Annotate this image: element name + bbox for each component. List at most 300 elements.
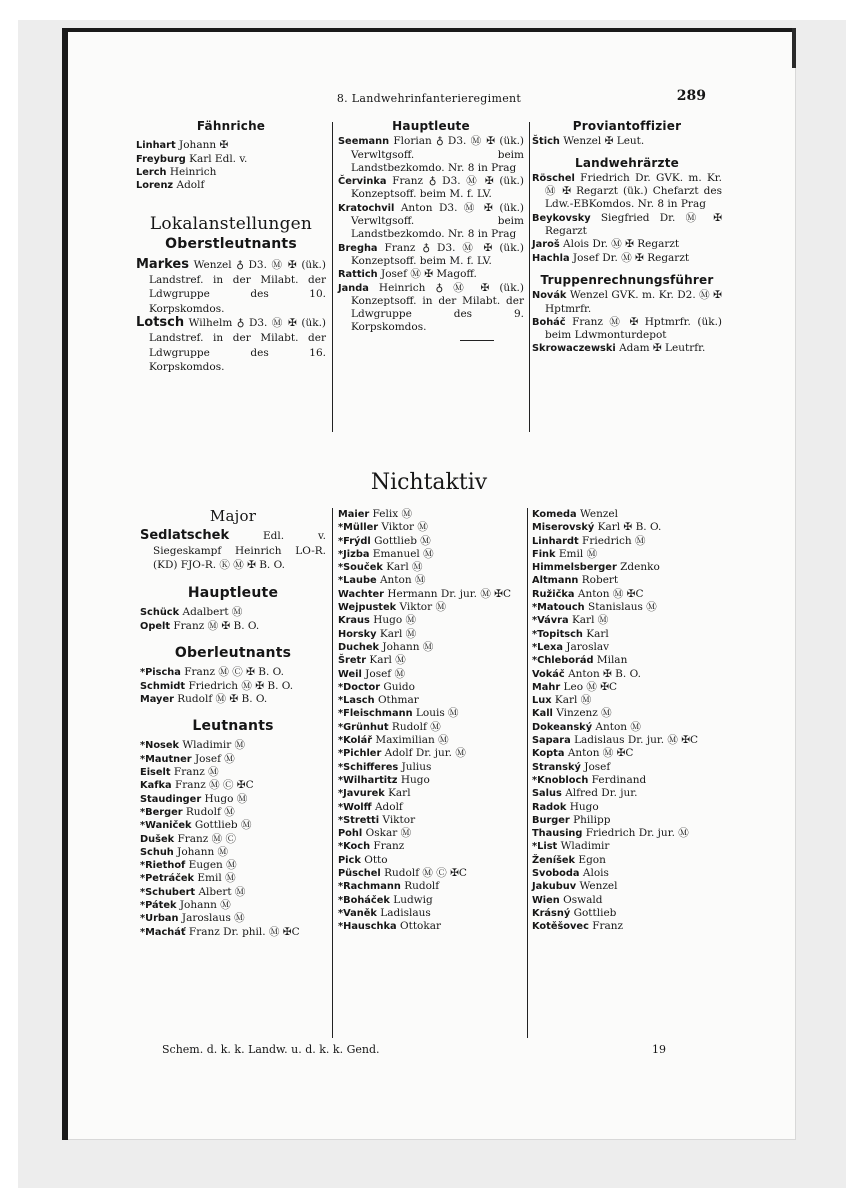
entry-details: Ottokar — [400, 920, 442, 933]
entry-surname: *Lexa — [532, 641, 563, 653]
list-entry — [140, 926, 326, 939]
hauptleute-heading: Hauptleute — [392, 119, 470, 133]
list-entry — [532, 774, 722, 787]
list-entry — [532, 342, 722, 355]
list-entry — [338, 894, 524, 907]
entry-surname: Beykovsky — [532, 212, 591, 224]
entry-details: Zdenko — [620, 561, 660, 574]
hauptleute-list — [338, 135, 524, 334]
entry-surname: Röschel — [532, 172, 575, 184]
list-entry — [338, 707, 524, 720]
list-entry — [140, 872, 326, 885]
entry-details: Anton D3. Ⓜ ✠ (ük.) Verwltgsoff. beim Landstbezkomdo. Nr. 8 in Prag — [351, 201, 525, 241]
scan-edge — [62, 28, 796, 32]
entry-details: Anton Ⓜ — [595, 720, 641, 733]
list-entry — [532, 668, 722, 681]
entry-details: Eugen Ⓜ — [188, 859, 237, 872]
list-entry — [532, 840, 722, 853]
list-entry — [338, 641, 524, 654]
entry-details: Wilhelm ♁ D3. Ⓜ ✠ (ük.) Landstref. in der Milabt. der Ldwgruppe des 16. Korpskomdos. — [149, 317, 327, 374]
scan-edge — [792, 28, 796, 68]
list-entry — [140, 912, 326, 925]
entry-details: Ladislaus — [380, 906, 431, 919]
entry-details: Vinzenz Ⓜ — [556, 707, 612, 720]
entry-details: Friedrich Ⓜ ✠ B. O. — [188, 679, 294, 692]
lokalanstellungen-heading: Lokalanstellungen — [149, 214, 313, 235]
entry-surname: Červinka — [338, 176, 387, 188]
entry-surname: Vokáč — [532, 668, 565, 680]
list-entry — [532, 787, 722, 800]
entry-details: Ferdinand — [591, 773, 647, 786]
signature-mark: 19 — [652, 1043, 666, 1056]
list-entry — [338, 907, 524, 920]
entry-surname: Dušek — [140, 833, 175, 845]
entry-details: Felix Ⓜ — [372, 508, 412, 520]
entry-details: Alois Dr. Ⓜ ✠ Regarzt — [563, 238, 680, 251]
list-entry — [532, 734, 722, 747]
entry-details: Karl Ⓜ — [369, 654, 406, 667]
entry-surname: *Nosek — [140, 740, 180, 752]
entry-surname: Lerch — [136, 166, 167, 178]
section-title: Nichtaktiv — [370, 470, 488, 495]
entry-surname: Pick — [338, 854, 361, 866]
list-entry — [532, 907, 722, 920]
entry-surname: Ženíšek — [532, 854, 576, 866]
entry-details: Philipp — [573, 813, 611, 826]
column-divider — [529, 122, 530, 432]
entry-details: Josef Ⓜ — [365, 667, 406, 680]
entry-surname: Rattich — [338, 269, 378, 281]
entry-surname: Markes — [136, 257, 189, 273]
entry-details: Gottlieb Ⓜ — [194, 819, 252, 832]
entry-surname: *Grünhut — [338, 721, 389, 733]
entry-surname: Novák — [532, 290, 567, 302]
scan-edge — [62, 28, 68, 1140]
entry-surname: Radok — [532, 801, 567, 813]
entry-surname: *Müller — [338, 522, 379, 534]
entry-surname: Krásný — [532, 907, 571, 919]
middle-names-list — [338, 508, 524, 934]
entry-surname: Schuh — [140, 846, 174, 858]
entry-details: Adolf — [176, 179, 205, 192]
list-entry — [532, 920, 722, 933]
entry-surname: Maier — [338, 509, 370, 520]
entry-surname: Freyburg — [136, 153, 186, 165]
entry-details: Johann Ⓜ — [382, 640, 434, 653]
list-entry — [338, 282, 524, 335]
entry-surname: *Stretti — [338, 814, 380, 826]
entry-details: Adalbert Ⓜ — [182, 606, 243, 619]
list-entry — [136, 153, 326, 166]
list-entry — [338, 588, 524, 601]
entry-details: Franz ♁ D3. Ⓜ ✠ (ük.) Konzeptsoff. beim M. f. LV. — [351, 175, 524, 201]
entry-details: Alfred Dr. jur. — [565, 787, 638, 800]
entry-surname: *Schifferes — [338, 761, 399, 773]
list-entry — [338, 814, 524, 827]
entry-surname: Linhardt — [532, 535, 579, 547]
entry-details: Oswald — [563, 893, 603, 906]
entry-details: Friedrich Dr. jur. Ⓜ — [585, 827, 689, 840]
entry-surname: Bregha — [338, 242, 378, 254]
list-entry — [140, 693, 326, 706]
entry-surname: Seemann — [338, 136, 390, 148]
entry-surname: Thausing — [532, 828, 583, 840]
column-divider — [332, 122, 333, 432]
list-entry — [338, 614, 524, 627]
entry-details: Stanislaus Ⓜ — [588, 601, 657, 614]
entry-surname: *Pischa — [140, 667, 181, 679]
entry-surname: Fink — [532, 548, 556, 560]
oberleutnants-list — [140, 666, 326, 706]
entry-surname: *Schubert — [140, 886, 196, 898]
entry-details: Viktor Ⓜ — [381, 521, 428, 534]
page-number: 289 — [676, 88, 706, 104]
entry-details: Anton Ⓜ — [379, 574, 426, 587]
right-names-list — [532, 508, 722, 934]
entry-details: Otto — [364, 853, 388, 866]
entry-surname: *Topitsch — [532, 628, 583, 640]
entry-details: Rudolf Ⓜ — [391, 720, 441, 733]
entry-details: Othmar — [377, 694, 419, 707]
entry-details: Rudolf Ⓜ ✠ B. O. — [177, 692, 268, 705]
entry-details: Gottlieb Ⓜ — [374, 534, 431, 547]
list-entry — [532, 681, 722, 694]
entry-surname: Stranský — [532, 761, 581, 773]
entry-details: Karl — [586, 627, 609, 640]
entry-surname: Mayer — [140, 693, 174, 705]
entry-details: Emil Ⓜ — [558, 547, 598, 560]
entry-surname: *Matouch — [532, 602, 585, 614]
list-entry — [136, 258, 326, 316]
entry-surname: *Fleischmann — [338, 708, 413, 720]
list-entry — [532, 880, 722, 893]
list-entry — [338, 242, 524, 269]
entry-details: Karl Ⓜ — [554, 694, 592, 707]
list-entry — [532, 238, 722, 251]
entry-details: Alois — [582, 867, 609, 880]
entry-surname: Hachla — [532, 252, 570, 264]
entry-details: Franz Ⓜ ✠ Hptmrfr. (ük.) beim Ldwmonturdepot — [545, 315, 723, 342]
entry-details: Rudolf Ⓜ — [185, 805, 235, 818]
entry-surname: Kafka — [140, 780, 172, 792]
list-entry — [338, 761, 524, 774]
entry-details: Anton Ⓜ ✠C — [567, 747, 634, 760]
entry-surname: Kotěšovec — [532, 921, 589, 933]
entry-surname: Sapara — [532, 735, 571, 747]
entry-surname: *Souček — [338, 562, 383, 574]
entry-details: Louis Ⓜ — [415, 707, 459, 720]
proviantoffizier-list — [532, 135, 722, 148]
entry-surname: Lotsch — [136, 315, 185, 331]
entry-surname: Wejpustek — [338, 602, 397, 614]
list-entry — [338, 574, 524, 587]
list-entry — [338, 654, 524, 667]
entry-surname: Wachter — [338, 588, 385, 600]
entry-details: Johann ✠ — [179, 139, 229, 152]
entry-surname: Staudinger — [140, 793, 202, 805]
list-entry — [338, 601, 524, 614]
entry-details: Johann Ⓜ — [179, 899, 231, 912]
list-entry — [140, 833, 326, 846]
list-entry — [338, 801, 524, 814]
oberleutnants-heading: Oberleutnants — [174, 644, 292, 661]
entry-surname: *Boháček — [338, 894, 390, 906]
entry-details: Franz Ⓜ Ⓒ ✠ B. O. — [184, 666, 284, 679]
document-page — [62, 30, 796, 1140]
faehnriche-heading: Fähnriche — [196, 119, 266, 133]
entry-details: Emil Ⓜ — [197, 872, 236, 885]
entry-details: Edl. v. Siegeskampf Heinrich LO-R. (KD) FJO-R. Ⓚ Ⓜ ✠ B. O. — [153, 530, 326, 572]
entry-surname: Boháč — [532, 316, 566, 328]
entry-details: Gottlieb — [573, 906, 617, 919]
entry-details: Karl ✠ B. O. — [597, 521, 662, 534]
list-entry — [140, 899, 326, 912]
list-entry — [338, 721, 524, 734]
list-entry — [338, 827, 524, 840]
entry-details: Adolf — [374, 800, 403, 813]
entry-surname: *Riethof — [140, 860, 186, 872]
list-entry — [140, 846, 326, 859]
list-entry — [140, 806, 326, 819]
entry-surname: *Berger — [140, 806, 183, 818]
list-entry — [338, 867, 524, 880]
bottom-left-column — [140, 507, 326, 939]
entry-details: Anton ✠ B. O. — [568, 667, 641, 680]
entry-surname: Kratochvil — [338, 202, 395, 214]
entry-surname: Mahr — [532, 681, 561, 693]
entry-surname: Lorenz — [136, 180, 174, 192]
entry-surname: Štich — [532, 136, 560, 148]
entry-surname: Šretr — [338, 655, 367, 667]
hauptleute-nichtaktiv-heading: Hauptleute — [187, 585, 279, 602]
list-entry — [140, 666, 326, 679]
list-entry — [338, 880, 524, 893]
list-entry — [532, 548, 722, 561]
entry-surname: Weil — [338, 668, 362, 680]
entry-details: Anton Ⓜ ✠C — [577, 587, 644, 600]
entry-details: Florian ♁ D3. Ⓜ ✠ (ük.) Verwltgsoff. beim Landstbezkomdo. Nr. 8 in Prag — [351, 135, 524, 174]
entry-surname: Svoboda — [532, 868, 580, 880]
major-list — [140, 529, 326, 573]
list-entry — [532, 252, 722, 265]
entry-surname: *Rachmann — [338, 881, 401, 893]
entry-surname: Janda — [338, 282, 369, 294]
bottom-middle-column — [338, 508, 524, 934]
entry-surname: *Lasch — [338, 695, 375, 707]
entry-details: Franz ♁ D3. Ⓜ ✠ (ük.) Konzeptsoff. beim M. f. LV. — [351, 241, 524, 267]
entry-details: Viktor — [382, 813, 416, 826]
hauptleute-nichtaktiv-list — [140, 606, 326, 633]
list-entry — [532, 814, 722, 827]
entry-surname: *Koch — [338, 841, 371, 853]
entry-details: Friedrich Ⓜ — [582, 534, 646, 547]
entry-details: Leo Ⓜ ✠C — [563, 680, 618, 693]
top-left-column — [136, 120, 326, 375]
entry-surname: Linhart — [136, 140, 176, 152]
list-entry — [338, 854, 524, 867]
list-entry — [338, 747, 524, 760]
list-entry — [136, 179, 326, 192]
entry-details: Franz Ⓜ Ⓒ — [177, 832, 236, 845]
entry-surname: *Javurek — [338, 788, 385, 800]
list-entry — [532, 135, 722, 148]
list-entry — [532, 801, 722, 814]
list-entry — [532, 867, 722, 880]
entry-details: Egon — [578, 853, 606, 866]
list-entry — [532, 894, 722, 907]
entry-surname: *Vaněk — [338, 907, 377, 919]
list-entry — [338, 508, 524, 521]
list-entry — [532, 508, 722, 521]
entry-details: Oskar Ⓜ — [365, 827, 412, 840]
entry-details: Josef Ⓜ ✠ Magoff. — [381, 268, 477, 281]
entry-details: Adam ✠ Leutrfr. — [619, 342, 706, 355]
entry-details: Franz Ⓜ — [173, 766, 219, 779]
entry-surname: *Pátek — [140, 900, 177, 912]
entry-surname: Skrowaczewski — [532, 343, 616, 355]
entry-details: Heinrich ♁ Ⓜ ✠ (ük.) Konzeptsoff. in der Milabt. der Ldwgruppe des 9. Korpskomdos. — [351, 281, 524, 334]
list-entry — [532, 721, 722, 734]
entry-surname: *Chleborád — [532, 655, 594, 667]
truppenrechnungsfuehrer-list — [532, 289, 722, 355]
entry-surname: *Frýdl — [338, 535, 371, 547]
entry-details: Josef Ⓜ — [194, 752, 235, 765]
entry-surname: *List — [532, 841, 558, 853]
list-entry — [532, 601, 722, 614]
entry-details: Emanuel Ⓜ — [372, 547, 434, 560]
list-entry — [532, 172, 722, 212]
list-entry — [140, 680, 326, 693]
entry-surname: *Knobloch — [532, 774, 589, 786]
column-divider — [527, 508, 528, 1038]
entry-details: Franz — [373, 840, 405, 853]
entry-details: Jaroslaus Ⓜ — [181, 912, 245, 925]
major-heading: Major — [209, 507, 257, 525]
list-entry — [532, 747, 722, 760]
entry-surname: *Macháť — [140, 926, 186, 938]
top-right-column — [532, 120, 722, 356]
entry-details: Franz Ⓜ ✠ B. O. — [173, 619, 260, 632]
list-entry — [338, 175, 524, 202]
list-entry — [532, 521, 722, 534]
entry-surname: Wien — [532, 894, 560, 906]
landwehraerzte-list — [532, 172, 722, 265]
entry-surname: Püschel — [338, 868, 381, 880]
entry-details: Ludwig — [393, 893, 433, 906]
entry-details: Josef Dr. Ⓜ ✠ Regarzt — [572, 251, 690, 264]
entry-surname: Sedlatschek — [140, 528, 230, 544]
list-entry — [140, 606, 326, 619]
list-entry — [532, 614, 722, 627]
entry-surname: Salus — [532, 788, 562, 800]
entry-details: Josef — [584, 760, 611, 773]
entry-details: Hermann Dr. jur. Ⓜ ✠C — [387, 587, 512, 600]
entry-details: Adolf Dr. jur. Ⓜ — [384, 747, 466, 760]
entry-surname: *Mautner — [140, 753, 192, 765]
list-entry — [532, 316, 722, 343]
list-entry — [338, 535, 524, 548]
proviantoffizier-heading: Proviantoffizier — [572, 119, 682, 133]
entry-surname: Himmelsberger — [532, 562, 617, 574]
entry-details: Siegfried Dr. Ⓜ ✠ Regarzt — [545, 211, 722, 238]
list-entry — [532, 289, 722, 316]
entry-details: Heinrich — [169, 165, 217, 178]
entry-surname: Schmidt — [140, 680, 186, 692]
entry-surname: *Jizba — [338, 548, 370, 560]
list-entry — [136, 316, 326, 374]
entry-surname: *Pichler — [338, 748, 382, 760]
entry-surname: *Hauschka — [338, 921, 397, 933]
list-entry — [532, 588, 722, 601]
entry-details: Franz — [592, 920, 624, 933]
entry-details: Karl Ⓜ — [386, 561, 423, 574]
list-entry — [532, 654, 722, 667]
entry-surname: Jakubuv — [532, 881, 577, 893]
list-entry — [140, 819, 326, 832]
oberstleutnants-heading: Oberstleutnants — [165, 235, 297, 252]
entry-surname: *Urban — [140, 913, 179, 925]
list-entry — [532, 854, 722, 867]
entry-details: Viktor Ⓜ — [399, 601, 446, 614]
entry-details: Wenzel ♁ D3. Ⓜ ✠ (ük.) Landstref. in der Milabt. der Ldwgruppe des 10. Korpskomdos. — [149, 259, 326, 315]
entry-details: Wenzel ✠ Leut. — [563, 135, 645, 148]
list-entry — [338, 202, 524, 242]
entry-surname: Burger — [532, 814, 570, 826]
list-entry — [140, 779, 326, 792]
list-entry — [140, 529, 326, 573]
list-entry — [136, 139, 326, 152]
list-entry — [532, 641, 722, 654]
entry-surname: *Waniček — [140, 820, 192, 832]
entry-details: Julius — [401, 760, 432, 773]
entry-surname: Kraus — [338, 615, 370, 627]
entry-details: Albert Ⓜ — [198, 885, 246, 898]
list-entry — [136, 166, 326, 179]
entry-details: Karl Edl. v. — [189, 152, 248, 165]
running-header: 8. Landwehrinfanterieregiment — [336, 92, 522, 105]
entry-details: Hugo — [569, 800, 599, 813]
list-entry — [338, 787, 524, 800]
list-entry — [532, 628, 722, 641]
entry-surname: Kopta — [532, 748, 565, 760]
entry-surname: Eiselt — [140, 767, 171, 779]
list-entry — [140, 753, 326, 766]
entry-surname: Horsky — [338, 628, 377, 640]
list-entry — [140, 739, 326, 752]
entry-details: Hugo Ⓜ — [204, 792, 248, 805]
list-entry — [532, 694, 722, 707]
entry-details: Rudolf Ⓜ Ⓒ ✠C — [384, 867, 467, 880]
entry-surname: *Vávra — [532, 615, 569, 627]
list-entry — [338, 681, 524, 694]
entry-surname: *Laube — [338, 575, 377, 587]
landwehraerzte-heading: Landwehrärzte — [574, 155, 680, 170]
entry-details: Guido — [383, 680, 415, 693]
entry-details: Karl Ⓜ — [571, 614, 609, 627]
list-entry — [338, 668, 524, 681]
entry-surname: Schück — [140, 607, 180, 619]
list-entry — [532, 707, 722, 720]
entry-surname: Kall — [532, 708, 553, 720]
entry-details: Wenzel — [579, 508, 619, 520]
truppenrechnungsfuehrer-heading: Truppenrechnungsführer — [540, 272, 714, 287]
list-entry — [338, 561, 524, 574]
entry-details: Robert — [581, 574, 619, 587]
list-entry — [140, 766, 326, 779]
footer-source: Schem. d. k. k. Landw. u. d. k. k. Gend. — [162, 1043, 380, 1056]
list-entry — [532, 574, 722, 587]
leutnants-list — [140, 739, 326, 938]
